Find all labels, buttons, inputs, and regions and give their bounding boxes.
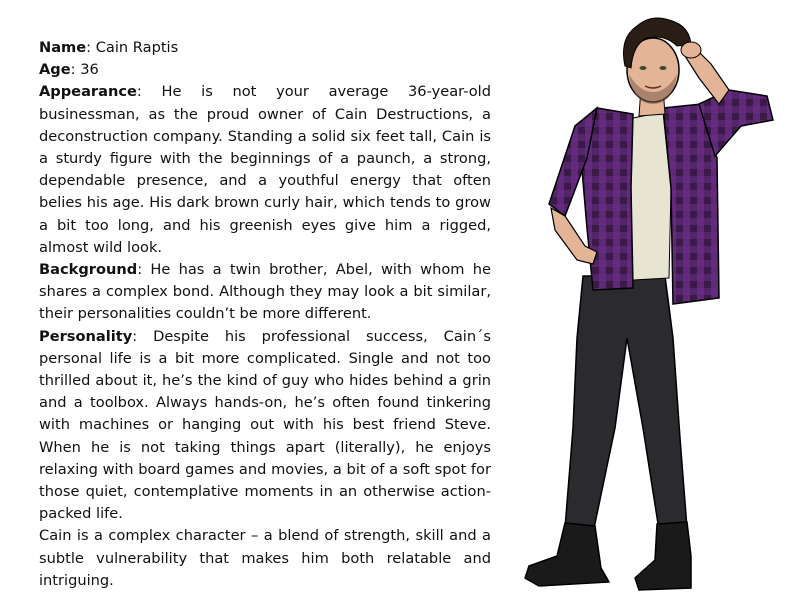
t-shirt [629, 112, 671, 280]
age-value: : 36 [70, 61, 99, 79]
age-label: Age [39, 61, 71, 79]
character-figure-svg [515, 8, 785, 596]
background-paragraph [39, 259, 491, 326]
personality-label: Personality [39, 327, 133, 345]
right-hand [681, 42, 701, 58]
pants [565, 276, 687, 533]
summary-paragraph: Cain is a complex character – a blend of strength, skill and a subtle vulnerability that makes him both relatable and intriguing. [39, 527, 491, 589]
appearance-text: : He is not your average 36-year-old businessman, as the proud owner of Cain Destructions, a deconstruction company. Standing a solid six feet tall, Cain is a sturdy figure with the beginnings of a paunch, a strong, dependable presence, and a youthful energy that often belies his age. His dark brown curly hair, which tends to grow a bit too long, and his greenish eyes give him a rigged, almost wild look. [39, 83, 491, 256]
background-label: Background [39, 261, 138, 279]
appearance-paragraph [39, 81, 491, 259]
name-label: Name [39, 39, 87, 56]
right-boot [635, 522, 691, 590]
personality-text: : Despite his professional success, Cain´s personal life is a bit more complicated. Single and not too thrilled about it, he’s the kind of guy who hides behind a grin and a toolbox. Always hands-on, he’s often found tinkering with machines or hanging out with his best friend Steve. When he is not taking things apart (literally), he enjoys relaxing with board games and movies, a bit of a soft spot for those quiet, contemplative moments in an otherwise action-packed life. [39, 327, 491, 523]
left-eye [640, 66, 647, 70]
personality-paragraph [39, 326, 491, 526]
background-text: : He has a twin brother, Abel, with whom he shares a complex bond. Although they may look a bit similar, their personalities couldn’t be more different. [39, 261, 491, 323]
character-illustration [515, 8, 785, 596]
right-eye [660, 66, 667, 70]
character-profile [39, 37, 491, 592]
age-line [39, 59, 491, 81]
left-boot [525, 523, 609, 586]
name-line [39, 37, 491, 59]
name-value: : Cain Raptis [86, 39, 179, 56]
appearance-label: Appearance [39, 83, 137, 101]
